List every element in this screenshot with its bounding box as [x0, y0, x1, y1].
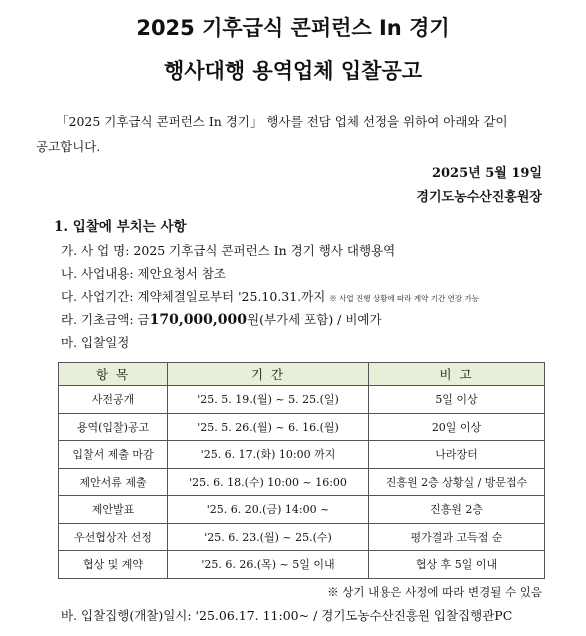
notice-date: 2025년 5월 19일 — [431, 166, 542, 181]
table-cell: '25. 6. 26.(목) ~ 5일 이내 — [168, 551, 369, 579]
table-row — [59, 413, 545, 441]
item-base-amount-post: 원(부가세 포함) / 비예가 — [247, 312, 382, 327]
table-cell: '25. 6. 18.(수) 10:00 ~ 16:00 — [168, 468, 369, 496]
table-cell: 20일 이상 — [369, 413, 545, 441]
notice-title-line2: 행사대행 용역업체 입찰공고 — [163, 59, 423, 83]
table-cell: '25. 5. 26.(월) ~ 6. 16.(월) — [168, 413, 369, 441]
table-cell: 나라장터 — [369, 441, 545, 469]
table-cell: '25. 6. 17.(화) 10:00 까지 — [168, 441, 369, 469]
table-cell: 제안발표 — [59, 496, 168, 524]
table-cell: 진흥원 2층 상황실 / 방문접수 — [369, 468, 545, 496]
table-cell: '25. 5. 19.(월) ~ 5. 25.(일) — [168, 386, 369, 414]
table-row — [59, 551, 545, 579]
table-row — [59, 386, 545, 414]
item-base-amount-pre: 라. 기초금액: 금 — [61, 312, 150, 327]
notice-title-line1: 2025 기후급식 콘퍼런스 In 경기 — [136, 16, 450, 40]
issuer-name: 경기도농수산진흥원장 — [416, 190, 542, 205]
table-cell: 5일 이상 — [369, 386, 545, 414]
item-bid-schedule: 마. 입찰일정 — [61, 335, 130, 350]
table-row — [59, 468, 545, 496]
item-project-period — [61, 287, 479, 305]
table-cell: 사전공개 — [59, 386, 168, 414]
section-heading: 1. 입찰에 부치는 사항 — [54, 219, 187, 235]
table-row — [59, 523, 545, 551]
item-base-amount — [61, 310, 382, 328]
table-cell: 제안서류 제출 — [59, 468, 168, 496]
table-cell: 협상 후 5일 이내 — [369, 551, 545, 579]
item-project-period-label: 다. 사업기간: 계약체결일로부터 '25.10.31.까지 — [61, 289, 326, 304]
item-project-period-note: ※ 사업 진행 상황에 따라 계약 기간 연장 가능 — [329, 294, 480, 303]
table-cell: 입찰서 제출 마감 — [59, 441, 168, 469]
table-cell: '25. 6. 20.(금) 14:00 ~ — [168, 496, 369, 524]
table-cell: 용역(입찰)공고 — [59, 413, 168, 441]
item-project-content: 나. 사업내용: 제안요청서 참조 — [61, 266, 227, 281]
intro-line1: 「2025 기후급식 콘퍼런스 In 경기」 행사를 전담 업체 선정을 위하여 아래와 같이 — [56, 114, 508, 129]
table-cell: 진흥원 2층 — [369, 496, 545, 524]
header-item: 항 목 — [59, 363, 168, 386]
item-base-amount-value: 170,000,000 — [149, 312, 248, 328]
header-remarks: 비 고 — [369, 363, 545, 386]
table-cell: 평가결과 고득점 순 — [369, 523, 545, 551]
table-header-row — [59, 363, 545, 386]
table-row — [59, 441, 545, 469]
item-project-name: 가. 사 업 명: 2025 기후급식 콘퍼런스 In 경기 행사 대행용역 — [61, 243, 396, 258]
item-bid-opening: 바. 입찰집행(개찰)일시: '25.06.17. 11:00~ / 경기도농수산진흥원 입찰집행관PC — [61, 608, 513, 623]
table-row — [59, 496, 545, 524]
table-cell: 우선협상자 선정 — [59, 523, 168, 551]
bid-schedule-table — [58, 362, 545, 579]
table-cell: 협상 및 계약 — [59, 551, 168, 579]
header-period: 기 간 — [168, 363, 369, 386]
change-footnote: ※ 상기 내용은 사정에 따라 변경될 수 있음 — [327, 585, 542, 599]
intro-line2: 공고합니다. — [36, 139, 101, 154]
table-cell: '25. 6. 23.(월) ~ 25.(수) — [168, 523, 369, 551]
